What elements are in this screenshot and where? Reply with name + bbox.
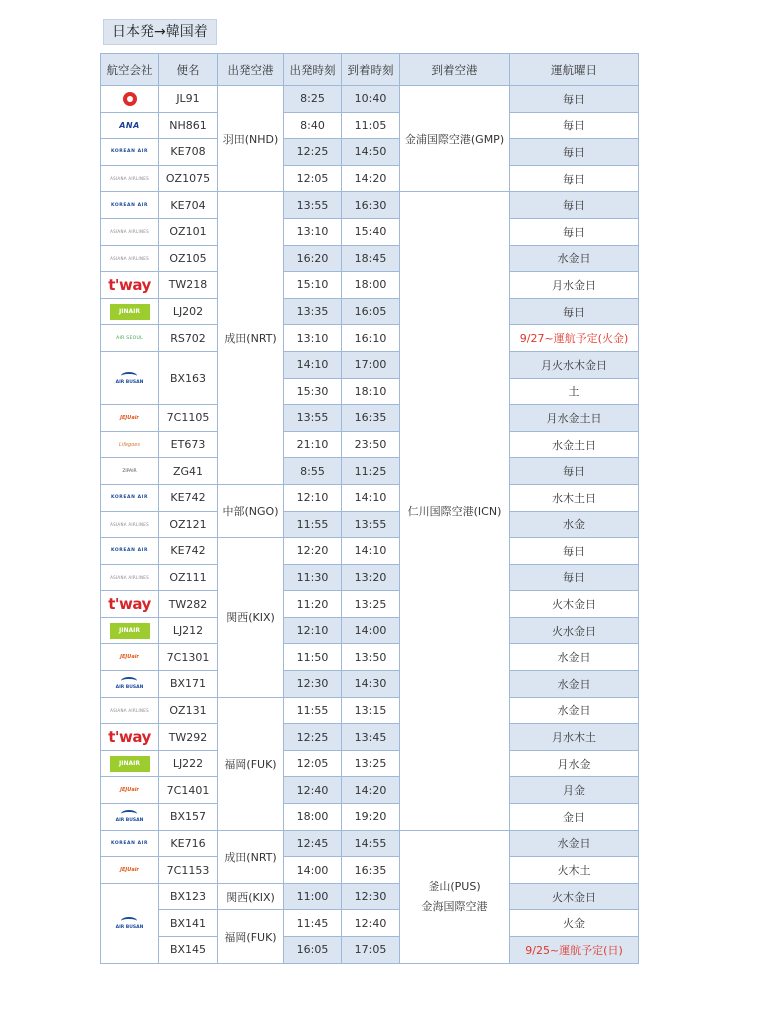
operating-days: 水金土日 — [510, 431, 639, 458]
asiana-logo: ASIANA AIRLINES — [110, 574, 149, 580]
table-row — [101, 750, 639, 777]
operating-days: 火水金日 — [510, 617, 639, 644]
dep-time: 12:10 — [284, 617, 342, 644]
operating-days: 毎日 — [510, 218, 639, 245]
jeju-air-logo: JEJUair — [120, 414, 139, 421]
dep-time: 8:25 — [284, 86, 342, 113]
table-row — [101, 431, 639, 458]
air-busan-logo — [116, 917, 144, 930]
header-arr-airport: 到着空港 — [400, 54, 510, 86]
airline-logo-cell — [101, 405, 159, 432]
page-title: 日本発→韓国着 — [103, 19, 217, 45]
air-busan-logo — [116, 372, 144, 385]
air-busan-logo — [116, 677, 144, 690]
arr-time: 18:00 — [342, 272, 400, 299]
table-row — [101, 724, 639, 751]
airline-logo-cell — [101, 591, 159, 618]
flight-number: LJ202 — [159, 298, 218, 325]
table-row — [101, 298, 639, 325]
header-row — [101, 54, 639, 86]
arr-time: 14:50 — [342, 139, 400, 166]
air-busan-logo-text: AIR BUSAN — [115, 379, 144, 385]
table-row — [101, 458, 639, 485]
dep-time: 12:20 — [284, 538, 342, 565]
asiana-logo: ASIANA AIRLINES — [110, 521, 149, 527]
ana-logo: ANA — [119, 120, 140, 130]
operating-days: 火金 — [510, 910, 639, 937]
dep-time: 11:55 — [284, 511, 342, 538]
arr-airport-pus-line1: 釜山(PUS) — [428, 879, 481, 893]
airline-logo-cell — [101, 86, 159, 113]
dep-time: 12:10 — [284, 484, 342, 511]
airline-logo-cell — [101, 325, 159, 352]
dep-time: 14:00 — [284, 857, 342, 884]
flight-number: BX171 — [159, 671, 218, 698]
dep-time: 11:55 — [284, 697, 342, 724]
dep-time: 21:10 — [284, 431, 342, 458]
flight-number: BX141 — [159, 910, 218, 937]
jeju-air-logo: JEJUair — [120, 867, 139, 874]
airline-logo-cell — [101, 298, 159, 325]
flight-number: RS702 — [159, 325, 218, 352]
dep-time: 13:10 — [284, 325, 342, 352]
arr-time: 11:05 — [342, 112, 400, 139]
arr-time: 14:00 — [342, 617, 400, 644]
asiana-logo: ASIANA AIRLINES — [110, 176, 149, 182]
flight-number: TW282 — [159, 591, 218, 618]
airline-logo-cell — [101, 272, 159, 299]
flight-number: KE742 — [159, 484, 218, 511]
operating-days: 月水金日 — [510, 272, 639, 299]
dep-airport-cell: 成田(NRT) — [218, 830, 284, 883]
airline-logo-cell — [101, 112, 159, 139]
air-seoul-logo: AIR SEOUL — [116, 335, 143, 341]
airline-logo-cell — [101, 697, 159, 724]
airline-logo-cell — [101, 564, 159, 591]
dep-time: 18:00 — [284, 804, 342, 831]
operating-days: 水金日 — [510, 644, 639, 671]
header-flight: 便名 — [159, 54, 218, 86]
air-busan-logo-text: AIR BUSAN — [115, 818, 144, 824]
dep-time: 11:30 — [284, 564, 342, 591]
airline-logo-cell — [101, 830, 159, 857]
arr-time: 16:05 — [342, 298, 400, 325]
arr-time: 15:40 — [342, 218, 400, 245]
airline-logo-cell — [101, 804, 159, 831]
flight-number: BX123 — [159, 883, 218, 910]
operating-days: 毎日 — [510, 86, 639, 113]
flight-number: KE716 — [159, 830, 218, 857]
air-busan-arc-icon — [121, 372, 137, 380]
jal-logo-icon — [123, 92, 137, 106]
operating-days: 土 — [510, 378, 639, 405]
dep-airport-cell: 福岡(FUK) — [218, 910, 284, 963]
flight-number: BX157 — [159, 804, 218, 831]
arr-time: 13:15 — [342, 697, 400, 724]
korean-air-logo: KOREAN AIR — [110, 548, 149, 554]
jeju-air-logo: JEJUair — [120, 654, 139, 661]
flight-number: OZ111 — [159, 564, 218, 591]
dep-time: 13:10 — [284, 218, 342, 245]
table-row — [101, 511, 639, 538]
jinair-logo: JINAIR — [110, 623, 150, 639]
dep-time: 12:25 — [284, 724, 342, 751]
operating-days: 毎日 — [510, 538, 639, 565]
dep-time: 16:05 — [284, 937, 342, 964]
tway-logo: t'way — [108, 595, 151, 614]
table-row — [101, 644, 639, 671]
arr-time: 12:40 — [342, 910, 400, 937]
dep-time: 16:20 — [284, 245, 342, 272]
arr-time: 12:30 — [342, 883, 400, 910]
flight-number: 7C1301 — [159, 644, 218, 671]
dep-airport-cell: 関西(KIX) — [218, 883, 284, 910]
arr-time: 19:20 — [342, 804, 400, 831]
arr-airport-cell: 仁川国際空港(ICN) — [400, 192, 510, 830]
arr-time: 14:10 — [342, 484, 400, 511]
flight-number: KE704 — [159, 192, 218, 219]
dep-time: 15:10 — [284, 272, 342, 299]
arr-time: 13:50 — [342, 644, 400, 671]
dep-time: 12:05 — [284, 165, 342, 192]
flight-number: TW218 — [159, 272, 218, 299]
table-row — [101, 405, 639, 432]
table-row — [101, 245, 639, 272]
arr-time: 13:25 — [342, 591, 400, 618]
dep-airport-cell: 羽田(NHD) — [218, 86, 284, 192]
jinair-logo: JINAIR — [110, 756, 150, 772]
airline-logo-cell — [101, 724, 159, 751]
table-row — [101, 325, 639, 352]
arr-time: 23:50 — [342, 431, 400, 458]
korean-air-logo: KOREAN AIR — [110, 840, 149, 846]
dep-time: 8:55 — [284, 458, 342, 485]
zipair-logo: ZIPAIR — [122, 468, 137, 474]
table-row — [101, 937, 639, 964]
airline-logo-cell — [101, 139, 159, 166]
table-row — [101, 564, 639, 591]
airline-logo-cell — [101, 750, 159, 777]
arr-time: 13:55 — [342, 511, 400, 538]
arr-time: 18:45 — [342, 245, 400, 272]
tway-logo: t'way — [108, 275, 151, 294]
operating-days: 毎日 — [510, 564, 639, 591]
flight-number: OZ1075 — [159, 165, 218, 192]
flight-number: BX145 — [159, 937, 218, 964]
airline-logo-cell — [101, 245, 159, 272]
flight-number: 7C1401 — [159, 777, 218, 804]
air-busan-logo — [116, 810, 144, 823]
operating-days: 月水木土 — [510, 724, 639, 751]
header-days: 運航曜日 — [510, 54, 639, 86]
airline-logo-cell — [101, 218, 159, 245]
operating-days: 月金 — [510, 777, 639, 804]
operating-days: 毎日 — [510, 112, 639, 139]
operating-days: 水金日 — [510, 671, 639, 698]
flight-number: ZG41 — [159, 458, 218, 485]
dep-airport-cell: 福岡(FUK) — [218, 697, 284, 830]
dep-time: 13:55 — [284, 192, 342, 219]
arr-time: 14:10 — [342, 538, 400, 565]
air-busan-arc-icon — [121, 917, 137, 925]
dep-time: 11:20 — [284, 591, 342, 618]
flight-number: 7C1105 — [159, 405, 218, 432]
arr-time: 18:10 — [342, 378, 400, 405]
table-row — [101, 351, 639, 378]
operating-days: 火木金日 — [510, 883, 639, 910]
arr-airport-cell: 金浦国際空港(GMP) — [400, 86, 510, 192]
table-row — [101, 165, 639, 192]
jeju-air-logo: JEJUair — [120, 787, 139, 794]
table-row — [101, 139, 639, 166]
table-row — [101, 538, 639, 565]
arr-time: 13:25 — [342, 750, 400, 777]
airline-logo-cell — [101, 644, 159, 671]
air-busan-logo-text: AIR BUSAN — [115, 685, 144, 691]
flight-schedule-table — [100, 53, 639, 964]
operating-days: 火木土 — [510, 857, 639, 884]
operating-days: 毎日 — [510, 298, 639, 325]
operating-days: 水木土日 — [510, 484, 639, 511]
korean-air-logo: KOREAN AIR — [110, 149, 149, 155]
flight-number: LJ222 — [159, 750, 218, 777]
arr-time: 13:45 — [342, 724, 400, 751]
dep-time: 12:45 — [284, 830, 342, 857]
operating-days: 毎日 — [510, 139, 639, 166]
operating-days: 9/27~運航予定(火金) — [510, 325, 639, 352]
table-row — [101, 617, 639, 644]
operating-days: 毎日 — [510, 458, 639, 485]
table-row — [101, 830, 639, 857]
arr-time: 16:30 — [342, 192, 400, 219]
operating-days: 毎日 — [510, 192, 639, 219]
airline-logo-cell — [101, 165, 159, 192]
table-row — [101, 86, 639, 113]
flight-number: KE708 — [159, 139, 218, 166]
dep-airport-cell: 関西(KIX) — [218, 538, 284, 698]
airline-logo-cell — [101, 431, 159, 458]
operating-days: 9/25~運航予定(日) — [510, 937, 639, 964]
flight-number: NH861 — [159, 112, 218, 139]
header-dep-time: 出発時刻 — [284, 54, 342, 86]
flight-number: KE742 — [159, 538, 218, 565]
dep-time: 11:45 — [284, 910, 342, 937]
airline-logo-cell — [101, 538, 159, 565]
dep-time: 11:00 — [284, 883, 342, 910]
table-row — [101, 777, 639, 804]
flight-number: ET673 — [159, 431, 218, 458]
airline-logo-cell — [101, 777, 159, 804]
arr-time: 16:10 — [342, 325, 400, 352]
table-row — [101, 484, 639, 511]
dep-time: 12:25 — [284, 139, 342, 166]
dep-time: 11:50 — [284, 644, 342, 671]
arr-time: 16:35 — [342, 405, 400, 432]
operating-days: 月火水木金日 — [510, 351, 639, 378]
asiana-logo: ASIANA AIRLINES — [110, 229, 149, 235]
dep-time: 12:05 — [284, 750, 342, 777]
table-row — [101, 857, 639, 884]
airline-logo-cell — [101, 617, 159, 644]
operating-days: 金日 — [510, 804, 639, 831]
arr-time: 10:40 — [342, 86, 400, 113]
operating-days: 毎日 — [510, 165, 639, 192]
table-row — [101, 591, 639, 618]
arr-time: 14:20 — [342, 777, 400, 804]
flight-number: OZ131 — [159, 697, 218, 724]
arr-airport-cell — [400, 830, 510, 963]
flight-number: 7C1153 — [159, 857, 218, 884]
dep-time: 14:10 — [284, 351, 342, 378]
dep-time: 12:40 — [284, 777, 342, 804]
dep-airport-cell: 中部(NGO) — [218, 484, 284, 537]
flight-number: OZ121 — [159, 511, 218, 538]
dep-time: 8:40 — [284, 112, 342, 139]
table-row — [101, 804, 639, 831]
air-busan-logo-text: AIR BUSAN — [115, 924, 144, 930]
header-dep-airport: 出発空港 — [218, 54, 284, 86]
dep-airport-cell: 成田(NRT) — [218, 192, 284, 485]
ethiopian-logo: Lifegoes — [119, 441, 140, 448]
airline-logo-cell — [101, 883, 159, 963]
operating-days: 月水金 — [510, 750, 639, 777]
arr-airport-pus-line2: 金海国際空港 — [421, 899, 488, 913]
airline-logo-cell — [101, 458, 159, 485]
table-row — [101, 697, 639, 724]
tway-logo: t'way — [108, 728, 151, 747]
arr-time: 14:20 — [342, 165, 400, 192]
arr-time: 14:55 — [342, 830, 400, 857]
jinair-logo: JINAIR — [110, 304, 150, 320]
table-row — [101, 218, 639, 245]
arr-time: 13:20 — [342, 564, 400, 591]
operating-days: 水金日 — [510, 830, 639, 857]
airline-logo-cell — [101, 857, 159, 884]
arr-time: 14:30 — [342, 671, 400, 698]
asiana-logo: ASIANA AIRLINES — [110, 255, 149, 261]
korean-air-logo: KOREAN AIR — [110, 202, 149, 208]
dep-time: 15:30 — [284, 378, 342, 405]
header-arr-time: 到着時刻 — [342, 54, 400, 86]
arr-time: 16:35 — [342, 857, 400, 884]
operating-days: 水金日 — [510, 697, 639, 724]
flight-number: OZ105 — [159, 245, 218, 272]
table-row — [101, 112, 639, 139]
flight-number: OZ101 — [159, 218, 218, 245]
arr-time: 17:00 — [342, 351, 400, 378]
airline-logo-cell — [101, 484, 159, 511]
operating-days: 水金 — [510, 511, 639, 538]
table-row — [101, 910, 639, 937]
header-airline: 航空会社 — [101, 54, 159, 86]
airline-logo-cell — [101, 511, 159, 538]
operating-days: 月水金土日 — [510, 405, 639, 432]
dep-time: 12:30 — [284, 671, 342, 698]
flight-number: JL91 — [159, 86, 218, 113]
airline-logo-cell — [101, 351, 159, 404]
table-row — [101, 671, 639, 698]
operating-days: 水金日 — [510, 245, 639, 272]
operating-days: 火木金日 — [510, 591, 639, 618]
flight-number: LJ212 — [159, 617, 218, 644]
table-row — [101, 883, 639, 910]
arr-time: 17:05 — [342, 937, 400, 964]
flight-number: TW292 — [159, 724, 218, 751]
airline-logo-cell — [101, 671, 159, 698]
arr-time: 11:25 — [342, 458, 400, 485]
airline-logo-cell — [101, 192, 159, 219]
table-row — [101, 192, 639, 219]
asiana-logo: ASIANA AIRLINES — [110, 707, 149, 713]
table-row — [101, 272, 639, 299]
dep-time: 13:35 — [284, 298, 342, 325]
dep-time: 13:55 — [284, 405, 342, 432]
flight-number: BX163 — [159, 351, 218, 404]
korean-air-logo: KOREAN AIR — [110, 495, 149, 501]
